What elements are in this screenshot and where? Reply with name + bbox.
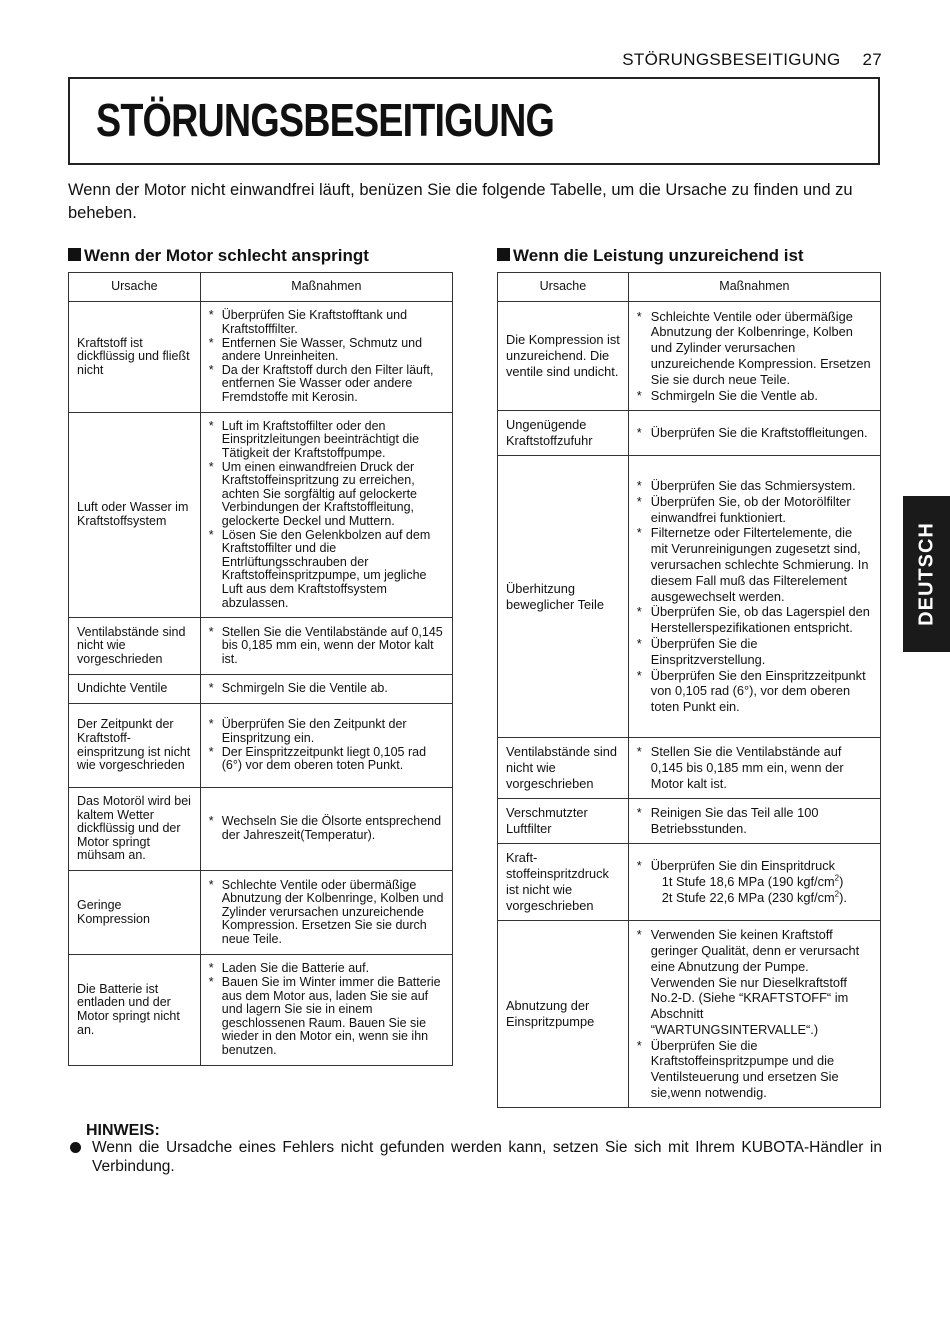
cause-cell: Geringe Kompression (69, 871, 201, 955)
action-item: * Überprüfen Sie den Einspritzzeitpunkt von 0,105 rad (6°), vor dem oberen toten Punkt ein. (637, 668, 872, 715)
action-item: * Stellen Sie die Ventilabstände auf 0,145 bis 0,185 mm ein, wenn der Motor kalt ist. (637, 744, 872, 791)
table-row (498, 302, 881, 411)
action-item: * Überprüfen Sie Kraftstofftank und Kraftstofffilter. (209, 309, 444, 336)
table-row (498, 921, 881, 1108)
action-cell (200, 302, 452, 413)
action-item: * Da der Kraftstoff durch den Filter läuft, entfernen Sie Wasser oder andere Fremdstoffe mit Kerosin. (209, 364, 444, 405)
action-cell (628, 738, 880, 799)
page-title: STÖRUNGSBESEITIGUNG (96, 94, 555, 146)
note-text: Wenn die Ursadche eines Fehlers nicht gefunden werden kann, setzen Sie sich mit Ihrem KUBOTA-Händler in Verbindung. (92, 1139, 882, 1175)
col-header-cause: Ursache (498, 273, 629, 302)
intro-text: Wenn der Motor nicht einwandfrei läuft, benüzen Sie die folgende Tabelle, um die Ursache zu finden und zu beheben. (68, 181, 853, 222)
action-item: * Schmirgeln Sie die Ventle ab. (637, 388, 872, 404)
title-box (68, 77, 880, 165)
note (70, 1138, 882, 1176)
action-item: * Verwenden Sie keinen Kraftstoff geringer Qualität, denn er verursacht eine Abnutzung der Pumpe. Verwenden Sie nur Dieselkraftstoff No.2-D. (Siehe “KRAFTSTOFF“ im Abschnitt “WARTUNGSINTERVALLE“.) (637, 927, 872, 1038)
square-bullet-icon (68, 248, 81, 261)
col-header-action: Maßnahmen (628, 273, 880, 302)
action-item: * Überprüfen Sie, ob der Motorölfilter einwandfrei funktioniert. (637, 494, 872, 526)
action-item: * Überprüfen Sie die Kraftstoffeinspritzpumpe und die Ventilsteuerung und ersetzen Sie sie,wenn notwendig. (637, 1038, 872, 1101)
action-item: * Schmirgeln Sie die Ventile ab. (209, 682, 444, 696)
cause-cell: Verschmutzter Luftfilter (498, 799, 629, 844)
cause-cell: Das Motoröl wird bei kaltem Wetter dickflüssig und der Motor springt mühsam an. (69, 788, 201, 871)
table-header-row (69, 273, 453, 302)
action-item: * Wechseln Sie die Ölsorte entsprechend der Jahreszeit(Temperatur). (209, 815, 444, 842)
action-item: * Überprüfen Sie den Zeitpunkt der Einspritzung ein. (209, 718, 444, 745)
action-item: * Schleichte Ventile oder übermäßige Abnutzung der Kolbenringe, Kolben und Zylinder verursachen unzureichende Kompression. Ersetzen Sie sie durch neue Teile. (637, 309, 872, 388)
table-row (69, 675, 453, 704)
header-section: STÖRUNGSBESEITIGUNG (622, 50, 841, 69)
right-troubleshoot-table (497, 272, 881, 1108)
action-item: * Bauen Sie im Winter immer die Batterie aus dem Motor aus, laden Sie sie auf und lagern Sie sie in einem geschlossenen Raum. Bauen Sie sie wieder in den Motor ein, wenn sie ihn benutzen. (209, 976, 444, 1058)
action-cell (628, 456, 880, 738)
action-cell (628, 844, 880, 921)
table-row (69, 618, 453, 675)
table-row (69, 413, 453, 618)
right-section-heading (497, 246, 804, 266)
cause-cell: Luft oder Wasser im Kraftstoffsystem (69, 413, 201, 618)
note-title: HINWEIS: (86, 1122, 160, 1139)
action-item: * Überprüfen Sie din Einspritdruck (637, 858, 872, 874)
action-cell (628, 411, 880, 456)
table-row (69, 704, 453, 788)
square-bullet-icon (497, 248, 510, 261)
table-row (498, 411, 881, 456)
table-row (498, 844, 881, 921)
table-header-row (498, 273, 881, 302)
col-header-cause: Ursache (69, 273, 201, 302)
cause-cell: Kraftstoff ist dickflüssig und fließt nicht (69, 302, 201, 413)
table-row (69, 871, 453, 955)
action-item: * Überprüfen Sie das Schmiersystem. (637, 478, 872, 494)
pressure-stage-2: 2t Stufe 22,6 MPa (230 kgf/$cm^2$). (661, 889, 847, 905)
cause-cell: Überhitzung beweglicher Teile (498, 456, 629, 738)
table-row (69, 788, 453, 871)
action-item: * Laden Sie die Batterie auf. (209, 962, 444, 976)
action-cell (628, 921, 880, 1108)
action-cell (628, 302, 880, 411)
action-cell (200, 704, 452, 788)
page-header (622, 50, 882, 70)
cause-cell: Kraft-stoffeinspritzdruck ist nicht wie vorgeschrieben (498, 844, 629, 921)
bullet-dot-icon (70, 1142, 81, 1153)
cause-cell: Der Zeitpunkt der Kraftstoff-einspritzung ist nicht wie vorgeschrieden (69, 704, 201, 788)
action-item: * Überprüfen Sie die Einspritzverstellung. (637, 636, 872, 668)
action-cell (200, 871, 452, 955)
superscript: 2 (834, 889, 840, 899)
action-item: * Schlechte Ventile oder übermäßige Abnutzung der Kolbenringe, Kolben und Zylinder verursachen unzureichende Kompression. Ersetzen Sie sie durch neue Teile. (209, 879, 444, 947)
action-item: * Reinigen Sie das Teil alle 100 Betriebsstunden. (637, 805, 872, 837)
action-cell (200, 955, 452, 1066)
action-item: * Um einen einwandfreien Druck der Kraftstoffeinspritzung zu erreichen, achten Sie sorgfältig auf gelockerte Verbindungen der Kraftstoffleitung, gelockerte Deckel und Muttern. (209, 461, 444, 529)
cause-cell: Ventilabstände sind nicht wie vorgeschrieben (498, 738, 629, 799)
right-heading-text: Wenn die Leistung unzureichend ist (513, 246, 804, 265)
pressure-stage-1: 1t Stufe 18,6 MPa (190 kgf/$cm^2$) (661, 873, 844, 890)
col-header-action: Maßnahmen (200, 273, 452, 302)
action-cell (628, 799, 880, 844)
cause-cell: Ventilabstände sind nicht wie vorgeschrieden (69, 618, 201, 675)
action-item: * Überprüfen Sie, ob das Lagerspiel den Herstellerspezifikationen entspricht. (637, 604, 872, 636)
action-item: * Entfernen Sie Wasser, Schmutz und andere Unreinheiten. (209, 337, 444, 364)
cause-cell: Die Kompression ist unzureichend. Die ventile sind undicht. (498, 302, 629, 411)
cause-cell: Ungenügende Kraftstoffzufuhr (498, 411, 629, 456)
page-number: 27 (862, 50, 882, 69)
action-item: * Filternetze oder Filtertelemente, die mit Verunreinigungen zugesetzt sind, verursachen schlechte Schmierung. In diesem Fall muß das Filterelement ausgewechselt werden. (637, 525, 872, 604)
side-tab-label: DEUTSCH (915, 522, 937, 626)
left-heading-text: Wenn der Motor schlecht anspringt (84, 246, 369, 265)
action-item: * Überprüfen Sie die Kraftstoffleitungen. (637, 425, 872, 441)
left-section-heading (68, 246, 369, 266)
table-row (69, 955, 453, 1066)
action-cell (200, 675, 452, 704)
action-cell (200, 788, 452, 871)
table-row (498, 456, 881, 738)
language-side-tab (903, 496, 950, 652)
action-item: * Der Einspritzzeitpunkt liegt 0,105 rad (6°) vor dem oberen toten Punkt. (209, 746, 444, 773)
table-row (69, 302, 453, 413)
left-troubleshoot-table (68, 272, 453, 1066)
cause-cell: Undichte Ventile (69, 675, 201, 704)
action-cell (200, 618, 452, 675)
action-item: * Lösen Sie den Gelenkbolzen auf dem Kraftstoffilter und die Entrlüftungsschrauben der Kraftstoffeinspritzpumpe, um jegliche Luft aus dem Kraftstoffsystem abzulassen. (209, 529, 444, 611)
table-row (498, 799, 881, 844)
cause-cell: Die Batterie ist entladen und der Motor springt nicht an. (69, 955, 201, 1066)
superscript: 2 (834, 873, 840, 883)
action-item: * Stellen Sie die Ventilabstände auf 0,145 bis 0,185 mm ein, wenn der Motor kalt ist. (209, 626, 444, 667)
action-cell (200, 413, 452, 618)
table-row (498, 738, 881, 799)
cause-cell: Abnutzung der Einspritzpumpe (498, 921, 629, 1108)
action-item: * Luft im Kraftstoffilter oder den Einspritzleitungen beeinträchtigt die Tätigkeit der Kraftstoffpumpe. (209, 420, 444, 461)
